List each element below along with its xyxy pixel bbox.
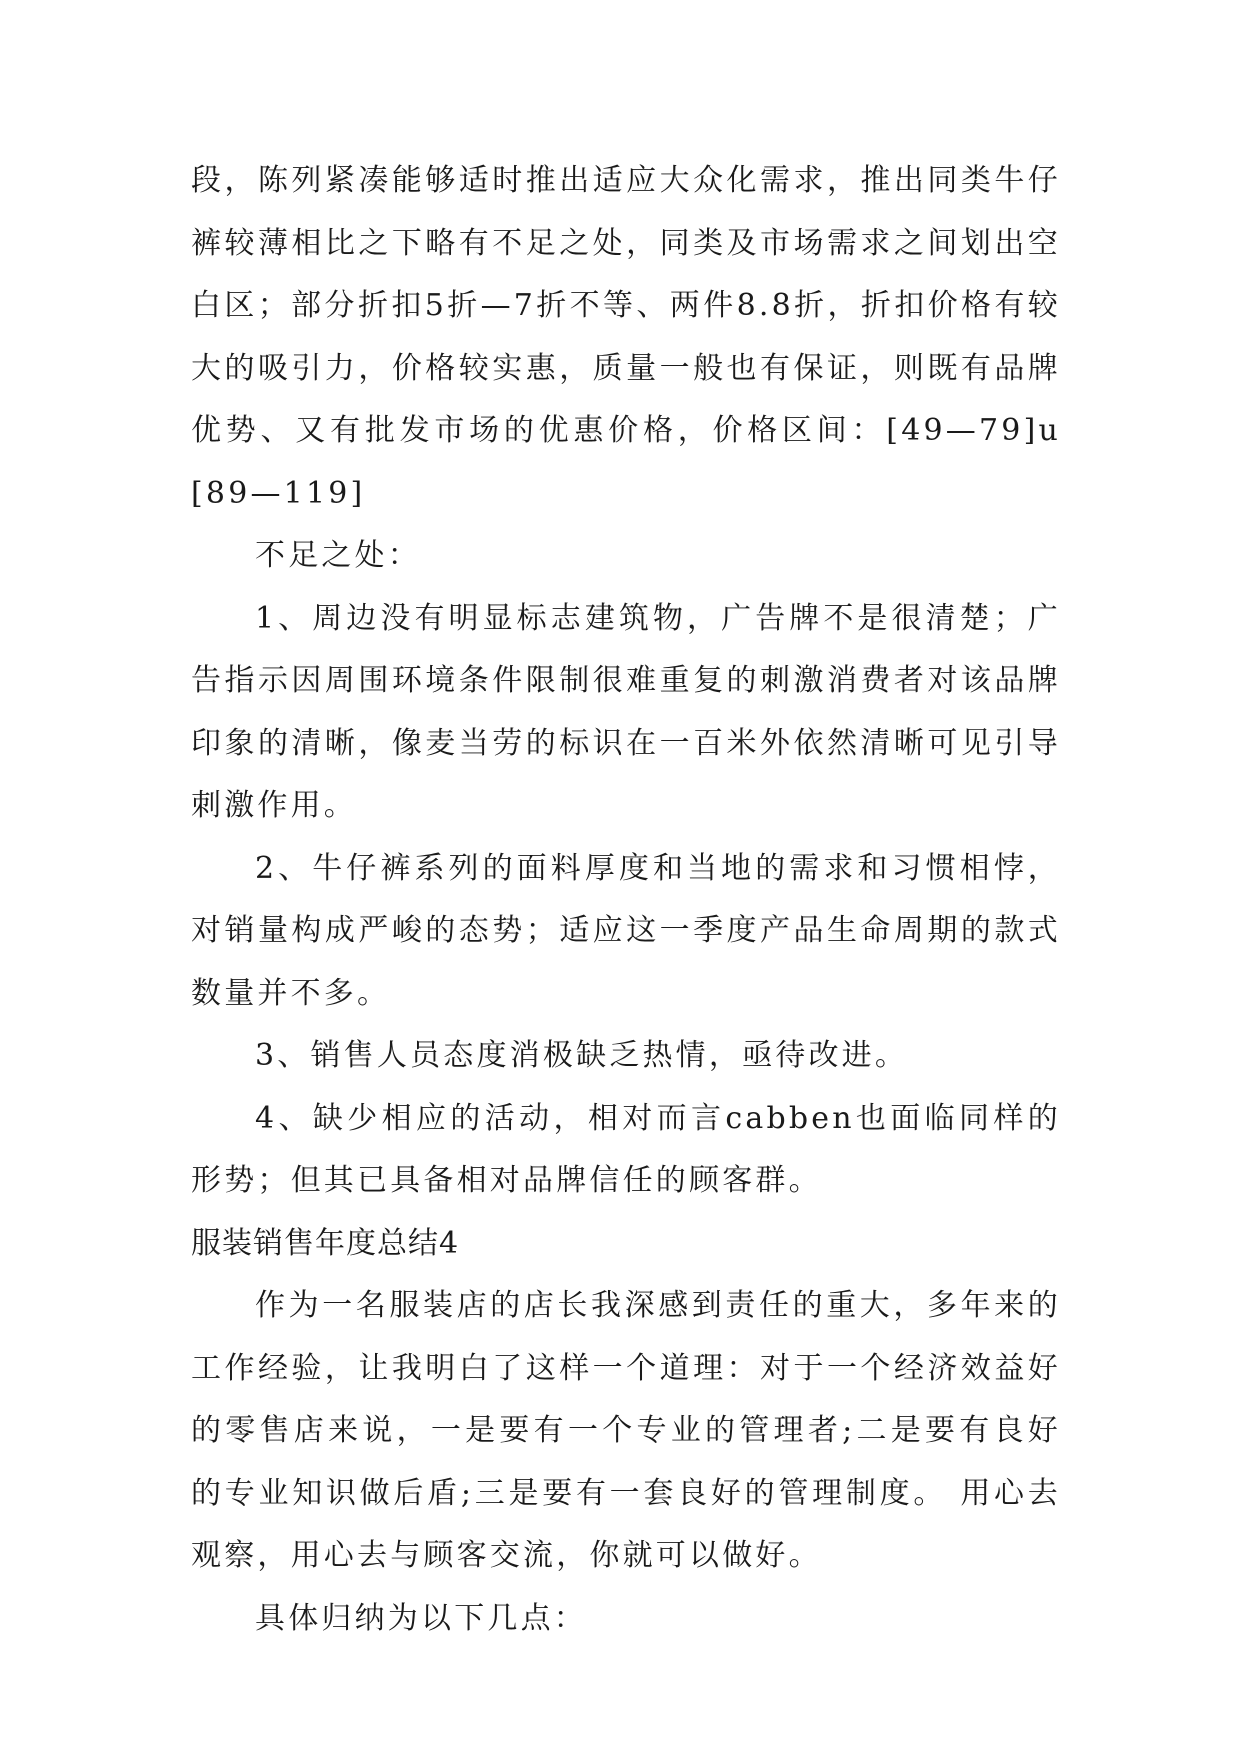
paragraph-point-1: 1、周边没有明显标志建筑物，广告牌不是很清楚；广告指示因周围环境条件限制很难重复的刺激消费者对该品牌印象的清晰，像麦当劳的标识在一百米外依然清晰可见引导刺激作用。 [191,600,1061,823]
paragraph-point-3: 3、销售人员态度消极缺乏热情，亟待改进。 [255,1038,909,1073]
section-heading: 服装销售年度总结4 [191,1225,460,1261]
paragraph-point-2: 2、牛仔裤系列的面料厚度和当地的需求和习惯相悖，对销量构成严峻的态势；适应这一季度产品生命周期的款式数量并不多。 [191,850,1061,1011]
document-page [191,150,1061,1650]
paragraph-summary-lead: 具体归纳为以下几点： [255,1600,587,1636]
paragraph-manager-intro: 作为一名服装店的店长我深感到责任的重大，多年来的工作经验，让我明白了这样一个道理：对于一个经济效益好的零售店来说，一是要有一个专业的管理者;二是要有良好的专业知识做后盾;三是要有一套良好的管理制度。 用心去观察，用心去与顾客交流，你就可以做好。 [191,1288,1061,1573]
paragraph-point-4: 4、缺少相应的活动，相对而言cabben也面临同样的形势；但其已具备相对品牌信任的顾客群。 [191,1100,1061,1198]
paragraph-shortcomings-heading: 不足之处： [255,538,421,573]
paragraph-pricing: 段，陈列紧凑能够适时推出适应大众化需求，推出同类牛仔裤较薄相比之下略有不足之处，同类及市场需求之间划出空白区；部分折扣5折—7折不等、两件8.8折，折扣价格有较大的吸引力，价格较实惠，质量一般也有保证，则既有品牌优势、又有批发市场的优惠价格，价格区间：[49—79]u[89—119] [191,163,1061,511]
